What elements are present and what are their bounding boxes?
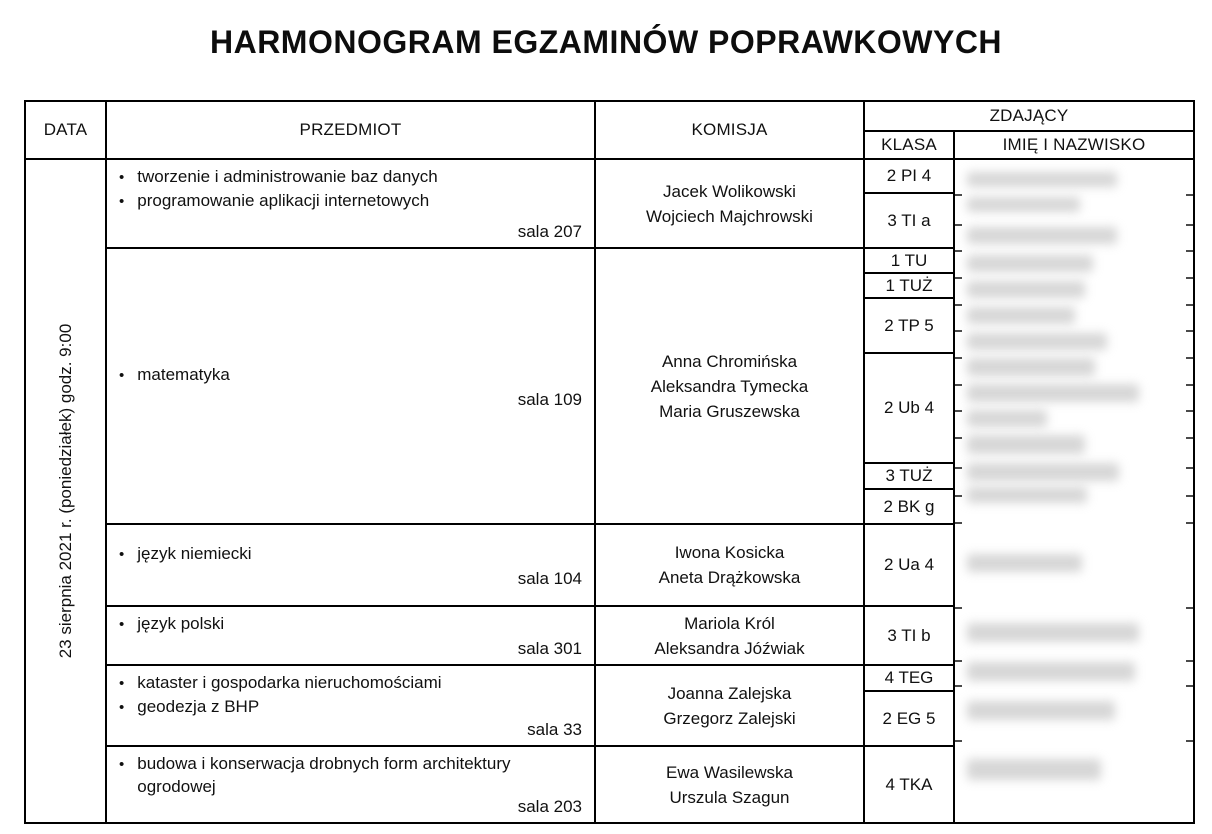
subject-item [119,671,582,695]
committee-member: Wojciech Majchrowski [646,206,813,226]
redacted-name-bar [967,358,1095,376]
class-cell: 3 TUŻ [864,463,954,489]
column-header-klasa: KLASA [864,131,954,159]
room-label: sala 203 [517,797,582,816]
subject-cell-niemiecki [106,524,595,606]
subject-label: język polski [137,614,225,633]
row-border-tick [955,194,962,196]
bullet-icon: • [119,756,125,773]
bullet-icon: • [119,193,125,210]
row-border-tick [1186,685,1193,687]
room-label: sala 109 [517,389,582,409]
class-cell: 1 TU [864,248,954,273]
class-cell: 2 EG 5 [864,691,954,746]
page-title: HARMONOGRAM EGZAMINÓW POPRAWKOWYCH [209,24,1003,60]
subject-label: budowa i konserwacja drobnych form architektury ogrodowej [137,754,511,796]
row-border-tick [1186,330,1193,332]
bullet-icon: • [119,675,125,692]
names-cell-redacted [954,159,1194,823]
committee-cell [595,524,864,606]
bullet-icon: • [119,699,125,716]
subject-item [119,165,582,189]
column-header-zdajacy: ZDAJĄCY [864,101,1194,131]
redacted-name-bar [967,333,1107,350]
class-cell: 1 TUŻ [864,273,954,298]
row-border-tick [1186,194,1193,196]
date-label: 23 sierpnia 2021 r. (poniedziałek) godz. 9:00 [55,323,75,659]
row-border-tick [1186,437,1193,439]
subject-cell-databases [106,159,595,248]
committee-member: Jacek Wolikowski [663,181,796,201]
redacted-name-bar [967,623,1139,642]
subject-label: język niemiecki [137,543,252,563]
row-border-tick [1186,277,1193,279]
class-cell: 3 TI a [864,193,954,248]
class-cell: 2 Ub 4 [864,353,954,463]
row-border-tick [1186,522,1193,524]
redacted-name-bar [967,701,1115,720]
committee-member: Grzegorz Zalejski [663,708,796,728]
row-border-tick [1186,660,1193,662]
class-cell: 4 TEG [864,665,954,691]
row-border-tick [1186,304,1193,306]
row-border-tick [955,330,962,332]
row-border-tick [955,607,962,609]
redacted-name-bar [967,463,1119,481]
subject-cell-kataster [106,665,595,746]
row-border-tick [1186,410,1193,412]
redacted-name-bar [967,554,1082,572]
room-label: sala 104 [517,568,582,588]
date-cell [25,159,106,823]
row-border-tick [1186,740,1193,742]
row-border-tick [955,250,962,252]
committee-cell [595,746,864,823]
row-border-tick [955,410,962,412]
class-cell: 2 TP 5 [864,298,954,353]
column-header-imie-nazwisko: IMIĘ I NAZWISKO [954,131,1194,159]
subject-label: geodezja z BHP [137,697,260,716]
row-border-tick [955,357,962,359]
redacted-name-bar [967,197,1080,212]
row-border-tick [955,384,962,386]
subject-cell-matematyka [106,248,595,524]
committee-member: Aneta Drążkowska [658,568,801,587]
class-cell: 2 PI 4 [864,159,954,193]
row-border-tick [1186,250,1193,252]
redacted-name-bar [967,227,1117,244]
room-label: sala 301 [517,639,582,658]
committee-member: Urszula Szagun [669,787,790,807]
row-border-tick [1186,467,1193,469]
subject-item [119,752,582,798]
redacted-name-bar [967,487,1087,503]
redacted-name-bar [967,662,1135,681]
column-header-komisja: KOMISJA [595,101,864,159]
redacted-name-bar [967,307,1075,324]
room-label: sala 33 [527,720,582,739]
redacted-name-bar [967,759,1101,780]
redacted-name-bar [967,281,1085,298]
redacted-name-bar [967,435,1085,454]
committee-member: Ewa Wasilewska [666,762,793,782]
subject-item [119,542,582,566]
subject-item [119,189,582,213]
redacted-name-bar [967,172,1117,187]
row-border-tick [1186,495,1193,497]
subject-cell-polski [106,606,595,665]
committee-member: Iwona Kosicka [674,543,785,562]
column-header-przedmiot: PRZEDMIOT [106,101,595,159]
committee-member: Aleksandra Tymecka [650,376,809,396]
committee-member: Joanna Zalejska [667,683,792,703]
committee-member: Anna Chromińska [661,351,798,371]
row-border-tick [955,277,962,279]
class-cell: 3 TI b [864,606,954,665]
committee-cell [595,248,864,524]
subject-item [119,695,582,719]
class-cell: 2 Ua 4 [864,524,954,606]
bullet-icon: • [119,616,125,633]
subject-cell-budowa [106,746,595,823]
row-border-tick [955,224,962,226]
committee-member: Mariola Król [684,613,775,633]
row-border-tick [1186,357,1193,359]
row-border-tick [955,495,962,497]
bullet-icon: • [119,545,125,563]
redacted-name-bar [967,384,1139,402]
row-border-tick [955,660,962,662]
redacted-names-area [955,160,1193,822]
bullet-icon: • [119,169,125,186]
row-border-tick [1186,384,1193,386]
row-border-tick [955,740,962,742]
exam-schedule-table [24,100,1195,824]
class-cell: 4 TKA [864,746,954,823]
subject-label: tworzenie i administrowanie baz danych [137,167,438,186]
class-cell: 2 BK g [864,489,954,524]
row-border-tick [955,437,962,439]
subject-item [119,612,582,636]
row-border-tick [955,685,962,687]
committee-member: Aleksandra Jóźwiak [654,638,805,658]
subject-item [119,363,582,387]
bullet-icon: • [119,366,125,384]
subject-label: kataster i gospodarka nieruchomościami [137,673,442,692]
committee-cell [595,665,864,746]
committee-member: Maria Gruszewska [659,401,800,421]
row-border-tick [1186,224,1193,226]
row-border-tick [955,304,962,306]
redacted-name-bar [967,410,1047,427]
committee-cell [595,159,864,248]
row-border-tick [1186,607,1193,609]
row-border-tick [955,522,962,524]
subject-label: matematyka [137,364,230,384]
row-border-tick [955,467,962,469]
redacted-name-bar [967,255,1093,272]
subject-label: programowanie aplikacji internetowych [137,191,430,210]
committee-cell [595,606,864,665]
room-label: sala 207 [517,222,582,241]
column-header-data: DATA [25,101,106,159]
